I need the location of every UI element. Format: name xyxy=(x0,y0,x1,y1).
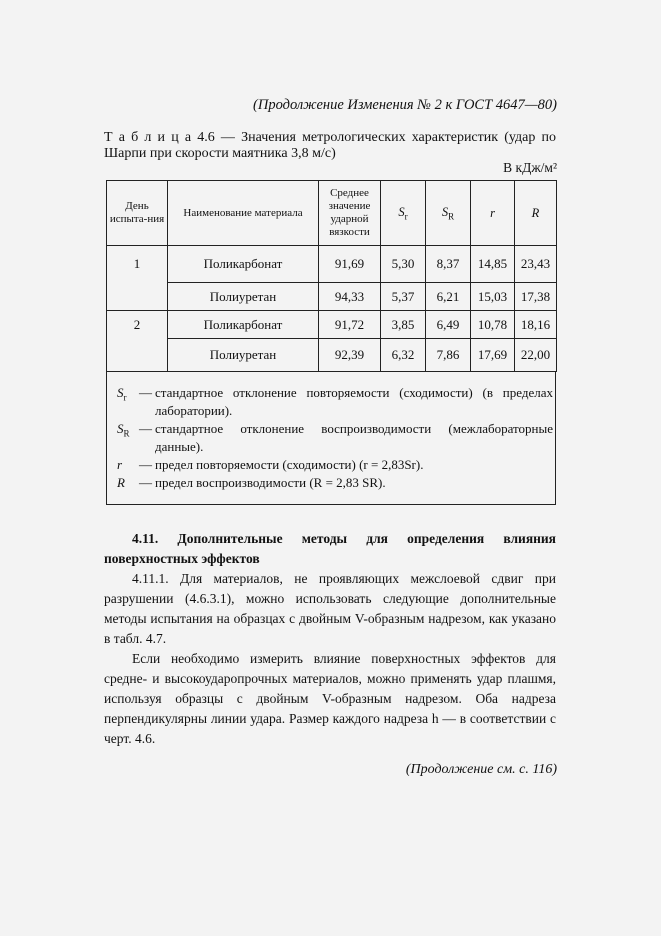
material-cell: Поликарбонат xyxy=(168,246,319,283)
legend-symbol: $S_R$ xyxy=(117,421,130,439)
footer-note: (Продолжение см. с. 116) xyxy=(405,762,557,777)
legend-symbol: $S_r$ xyxy=(117,385,127,403)
mean-cell: 91,72 xyxy=(319,311,381,339)
material-cell: Полиуретан xyxy=(168,339,319,372)
table-legend xyxy=(106,371,556,505)
r-cell: 15,03 xyxy=(471,283,515,311)
header-R: R xyxy=(515,181,557,246)
sR-cell: 6,21 xyxy=(426,283,471,311)
legend-symbol: R xyxy=(117,475,125,490)
header-sR: $S_R$ xyxy=(426,181,471,246)
table-row xyxy=(107,283,557,311)
table-caption: Т а б л и ц а 4.6 — Значения метрологических характеристик (удар по Шарпи при скорости маятника 3,8 м/с) xyxy=(104,130,556,161)
table-row xyxy=(107,311,557,339)
metrology-table xyxy=(106,180,557,372)
mean-cell: 92,39 xyxy=(319,339,381,372)
R-cell: 22,00 xyxy=(515,339,557,372)
mean-cell: 94,33 xyxy=(319,283,381,311)
section-title: 4.11. Дополнительные методы для определения влияния поверхностных эффектов xyxy=(104,531,556,566)
day-cell: 2 xyxy=(107,311,168,372)
R-cell: 18,16 xyxy=(515,311,557,339)
day-cell: 1 xyxy=(107,246,168,311)
legend-dash: — xyxy=(139,457,152,472)
sr-cell: 3,85 xyxy=(381,311,426,339)
r-cell: 17,69 xyxy=(471,339,515,372)
sr-cell: 6,32 xyxy=(381,339,426,372)
r-cell: 10,78 xyxy=(471,311,515,339)
header-r: r xyxy=(471,181,515,246)
units-label: В кДж/м² xyxy=(503,160,557,175)
sR-cell: 6,49 xyxy=(426,311,471,339)
header-mean: Среднее значение ударной вязкости xyxy=(319,181,381,246)
mean-cell: 91,69 xyxy=(319,246,381,283)
legend-text: предел повторяемости (сходимости) (r = 2,83Sr). xyxy=(155,457,424,472)
legend-text: стандартное отклонение повторяемости (сходимости) (в пределах лаборатории). xyxy=(155,385,553,418)
legend-dash: — xyxy=(139,421,152,436)
header-note: (Продолжение Изменения № 2 к ГОСТ 4647—80) xyxy=(253,97,557,113)
R-cell: 23,43 xyxy=(515,246,557,283)
legend-text: стандартное отклонение воспроизводимости (межлабораторные данные). xyxy=(155,421,553,454)
table-row xyxy=(107,246,557,283)
sR-cell: 7,86 xyxy=(426,339,471,372)
legend-dash: — xyxy=(139,475,152,490)
header-sr: $S_r$ xyxy=(381,181,426,246)
paragraph-2: Если необходимо измерить влияние поверхностных эффектов для средне- и высокоударопрочных материалов, можно применять удар плашмя, используя образцы с двойным V-образным надрезом. Оба надреза перпендикулярны линии удара. Размер каждого надреза h — в соответствии с черт. 4.6. xyxy=(104,651,556,746)
header-material: Наименование материала xyxy=(168,181,319,246)
material-cell: Поликарбонат xyxy=(168,311,319,339)
sR-cell: 8,37 xyxy=(426,246,471,283)
legend-symbol: r xyxy=(117,457,123,472)
table-row xyxy=(107,339,557,372)
r-cell: 14,85 xyxy=(471,246,515,283)
header-day: День испыта-ния xyxy=(107,181,168,246)
paragraph-1: 4.11.1. Для материалов, не проявляющих межслоевой сдвиг при разрушении (4.6.3.1), можно использовать следующие дополнительные методы испытания на образцах с двойным V-образным надрезом, как указано в табл. 4.7. xyxy=(104,571,556,646)
legend-text: предел воспроизводимости (R = 2,83 SR). xyxy=(155,475,386,490)
R-cell: 17,38 xyxy=(515,283,557,311)
sr-cell: 5,37 xyxy=(381,283,426,311)
material-cell: Полиуретан xyxy=(168,283,319,311)
legend-dash: — xyxy=(139,385,152,400)
sr-cell: 5,30 xyxy=(381,246,426,283)
